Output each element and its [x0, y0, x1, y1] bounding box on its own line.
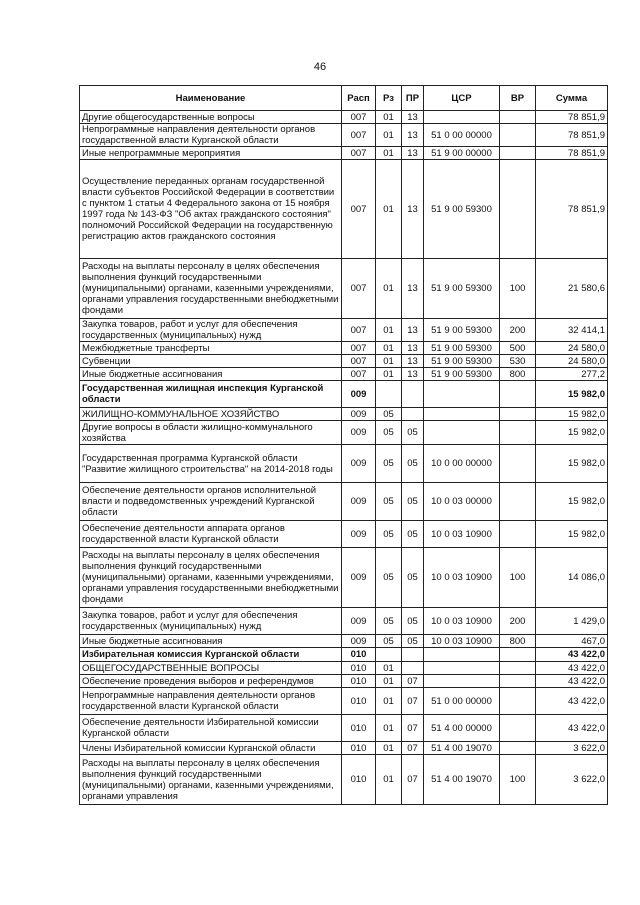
row-csr: 51 9 00 59300 [424, 368, 500, 381]
row-vr [500, 445, 536, 483]
row-vr: 500 [500, 342, 536, 355]
table-row [80, 521, 608, 548]
row-pr: 05 [402, 445, 424, 483]
row-rasp: 007 [342, 124, 376, 147]
row-rz: 01 [376, 755, 402, 805]
row-sum: 1 429,0 [536, 608, 608, 635]
row-rasp: 009 [342, 521, 376, 548]
header-rasp: Расп [342, 86, 376, 111]
row-rasp: 009 [342, 445, 376, 483]
row-csr: 10 0 03 00000 [424, 483, 500, 521]
row-rz: 05 [376, 521, 402, 548]
row-rasp: 010 [342, 648, 376, 662]
row-pr: 13 [402, 342, 424, 355]
row-csr: 10 0 03 10900 [424, 608, 500, 635]
table-row [80, 147, 608, 160]
table-row [80, 368, 608, 381]
row-sum: 43 422,0 [536, 648, 608, 662]
row-csr: 10 0 03 10900 [424, 521, 500, 548]
row-sum: 15 982,0 [536, 445, 608, 483]
row-sum: 24 580,0 [536, 342, 608, 355]
row-csr [424, 421, 500, 445]
row-csr: 51 9 00 59300 [424, 319, 500, 342]
row-rasp: 007 [342, 111, 376, 124]
row-sum: 78 851,9 [536, 111, 608, 124]
row-pr: 05 [402, 521, 424, 548]
row-rz: 05 [376, 483, 402, 521]
table-row [80, 421, 608, 445]
row-name: Расходы на выплаты персоналу в целях обеспечения выполнения функций государственными (муниципальными) органами, казенными учреждениями, органами управления государственными внебюджетными фондами [80, 259, 342, 319]
row-csr: 51 4 00 19070 [424, 742, 500, 755]
table-row [80, 319, 608, 342]
row-vr [500, 742, 536, 755]
row-rasp: 007 [342, 342, 376, 355]
row-sum: 15 982,0 [536, 483, 608, 521]
row-sum: 43 422,0 [536, 675, 608, 688]
row-sum: 78 851,9 [536, 124, 608, 147]
row-csr: 51 4 00 00000 [424, 715, 500, 742]
row-vr: 100 [500, 548, 536, 608]
row-rasp: 009 [342, 483, 376, 521]
row-name: Осуществление переданных органам государственной власти субъектов Российской Федерации в соответствии с пунктом 1 статьи 4 Федерального закона от 15 ноября 1997 года № 143-ФЗ "Об актах гражданского состояния" полномочий Российской Федерации на государственную регистрацию актов гражданского состояния [80, 160, 342, 259]
row-rz: 05 [376, 445, 402, 483]
table-row [80, 111, 608, 124]
row-vr: 800 [500, 635, 536, 648]
row-sum: 24 580,0 [536, 355, 608, 368]
row-rz [376, 648, 402, 662]
row-vr [500, 675, 536, 688]
row-sum: 43 422,0 [536, 688, 608, 715]
table-row [80, 648, 608, 662]
budget-table [79, 85, 608, 805]
row-sum: 43 422,0 [536, 662, 608, 675]
row-name: Иные бюджетные ассигнования [80, 635, 342, 648]
row-csr: 51 9 00 59300 [424, 355, 500, 368]
row-pr: 13 [402, 147, 424, 160]
table-body [80, 111, 608, 805]
row-pr: 13 [402, 355, 424, 368]
row-pr [402, 648, 424, 662]
table-row [80, 755, 608, 805]
row-csr: 10 0 03 10900 [424, 548, 500, 608]
row-csr: 51 0 00 00000 [424, 124, 500, 147]
row-sum: 32 414,1 [536, 319, 608, 342]
row-rz: 01 [376, 675, 402, 688]
row-rasp: 009 [342, 408, 376, 421]
row-name: Закупка товаров, работ и услуг для обеспечения государственных (муниципальных) нужд [80, 319, 342, 342]
header-vr: ВР [500, 86, 536, 111]
row-sum: 467,0 [536, 635, 608, 648]
row-pr [402, 381, 424, 408]
row-vr: 530 [500, 355, 536, 368]
table-row [80, 608, 608, 635]
row-pr: 05 [402, 635, 424, 648]
row-name: ЖИЛИЩНО-КОММУНАЛЬНОЕ ХОЗЯЙСТВО [80, 408, 342, 421]
row-rz: 01 [376, 342, 402, 355]
row-sum: 277,2 [536, 368, 608, 381]
row-csr [424, 675, 500, 688]
row-name: Иные непрограммные мероприятия [80, 147, 342, 160]
row-rz: 01 [376, 662, 402, 675]
row-pr: 07 [402, 715, 424, 742]
row-vr [500, 521, 536, 548]
row-vr: 100 [500, 755, 536, 805]
header-rz: Рз [376, 86, 402, 111]
row-sum: 3 622,0 [536, 755, 608, 805]
row-sum: 78 851,9 [536, 147, 608, 160]
row-rasp: 009 [342, 635, 376, 648]
row-name: Обеспечение проведения выборов и референдумов [80, 675, 342, 688]
row-sum: 21 580,6 [536, 259, 608, 319]
row-pr: 13 [402, 259, 424, 319]
row-rz: 01 [376, 124, 402, 147]
row-name: Государственная программа Курганской области "Развитие жилищного строительства" на 2014-2018 годы [80, 445, 342, 483]
table-header-row [80, 86, 608, 111]
row-rasp: 010 [342, 715, 376, 742]
row-sum: 15 982,0 [536, 521, 608, 548]
row-rz: 05 [376, 548, 402, 608]
row-vr: 200 [500, 608, 536, 635]
row-csr [424, 111, 500, 124]
row-vr [500, 688, 536, 715]
row-csr [424, 381, 500, 408]
row-pr: 07 [402, 755, 424, 805]
row-rasp: 010 [342, 755, 376, 805]
table-row [80, 160, 608, 259]
row-name: Межбюджетные трансферты [80, 342, 342, 355]
row-name: Расходы на выплаты персоналу в целях обеспечения выполнения функций государственными (муниципальными) органами, казенными учреждениями, органами управления государственными внебюджетными фондами [80, 548, 342, 608]
table-row [80, 548, 608, 608]
row-vr [500, 662, 536, 675]
row-vr: 200 [500, 319, 536, 342]
row-sum: 15 982,0 [536, 408, 608, 421]
row-rasp: 009 [342, 421, 376, 445]
row-name: Государственная жилищная инспекция Курганской области [80, 381, 342, 408]
row-rasp: 009 [342, 381, 376, 408]
table-row [80, 259, 608, 319]
table-row [80, 483, 608, 521]
row-pr: 05 [402, 483, 424, 521]
row-name: Обеспечение деятельности аппарата органов государственной власти Курганской области [80, 521, 342, 548]
table-row [80, 381, 608, 408]
row-csr: 51 0 00 00000 [424, 688, 500, 715]
row-rz: 01 [376, 160, 402, 259]
row-name: Непрограммные направления деятельности органов государственной власти Курганской области [80, 124, 342, 147]
row-rasp: 007 [342, 147, 376, 160]
row-rz: 01 [376, 111, 402, 124]
row-csr [424, 648, 500, 662]
row-pr: 07 [402, 675, 424, 688]
table-row [80, 635, 608, 648]
header-csr: ЦСР [424, 86, 500, 111]
row-rasp: 007 [342, 355, 376, 368]
row-name: Закупка товаров, работ и услуг для обеспечения государственных (муниципальных) нужд [80, 608, 342, 635]
row-rz: 05 [376, 635, 402, 648]
table-row [80, 675, 608, 688]
row-csr: 51 9 00 59300 [424, 160, 500, 259]
row-name: Другие вопросы в области жилищно-коммунального хозяйства [80, 421, 342, 445]
row-sum: 43 422,0 [536, 715, 608, 742]
row-csr [424, 662, 500, 675]
table-row [80, 688, 608, 715]
table-row [80, 662, 608, 675]
row-rz: 01 [376, 688, 402, 715]
row-sum: 15 982,0 [536, 381, 608, 408]
row-pr: 13 [402, 368, 424, 381]
row-rz: 01 [376, 259, 402, 319]
row-pr [402, 408, 424, 421]
table-row [80, 355, 608, 368]
row-rasp: 009 [342, 548, 376, 608]
row-vr [500, 111, 536, 124]
row-rasp: 007 [342, 319, 376, 342]
row-csr: 51 9 00 00000 [424, 147, 500, 160]
row-rz: 01 [376, 147, 402, 160]
row-pr: 13 [402, 319, 424, 342]
row-rasp: 010 [342, 742, 376, 755]
row-name: ОБЩЕГОСУДАРСТВЕННЫЕ ВОПРОСЫ [80, 662, 342, 675]
row-csr: 10 0 03 10900 [424, 635, 500, 648]
row-vr [500, 147, 536, 160]
row-pr [402, 662, 424, 675]
row-rasp: 007 [342, 160, 376, 259]
row-csr: 51 9 00 59300 [424, 342, 500, 355]
row-vr: 100 [500, 259, 536, 319]
row-rz: 01 [376, 368, 402, 381]
row-pr: 05 [402, 421, 424, 445]
row-csr: 51 4 00 19070 [424, 755, 500, 805]
row-vr [500, 483, 536, 521]
table-row [80, 445, 608, 483]
row-sum: 14 086,0 [536, 548, 608, 608]
row-name: Обеспечение деятельности Избирательной комиссии Курганской области [80, 715, 342, 742]
row-pr: 13 [402, 111, 424, 124]
row-name: Обеспечение деятельности органов исполнительной власти и подведомственных учреждений Курганской области [80, 483, 342, 521]
table-row [80, 408, 608, 421]
row-name: Расходы на выплаты персоналу в целях обеспечения выполнения функций государственными (муниципальными) органами, казенными учреждениями, органами управления [80, 755, 342, 805]
row-name: Избирательная комиссия Курганской области [80, 648, 342, 662]
row-rz: 05 [376, 408, 402, 421]
row-sum: 15 982,0 [536, 421, 608, 445]
row-rz: 05 [376, 608, 402, 635]
row-name: Другие общегосударственные вопросы [80, 111, 342, 124]
row-rz: 01 [376, 319, 402, 342]
row-vr [500, 381, 536, 408]
table-row [80, 342, 608, 355]
row-rz [376, 381, 402, 408]
row-vr: 800 [500, 368, 536, 381]
row-vr [500, 648, 536, 662]
row-name: Непрограммные направления деятельности органов государственной власти Курганской области [80, 688, 342, 715]
row-vr [500, 160, 536, 259]
row-vr [500, 715, 536, 742]
row-rz: 05 [376, 421, 402, 445]
row-sum: 78 851,9 [536, 160, 608, 259]
row-csr: 10 0 00 00000 [424, 445, 500, 483]
row-pr: 05 [402, 548, 424, 608]
row-name: Иные бюджетные ассигнования [80, 368, 342, 381]
header-pr: ПР [402, 86, 424, 111]
row-name: Субвенции [80, 355, 342, 368]
row-pr: 05 [402, 608, 424, 635]
row-vr [500, 124, 536, 147]
row-name: Члены Избирательной комиссии Курганской области [80, 742, 342, 755]
row-rasp: 010 [342, 662, 376, 675]
table-row [80, 124, 608, 147]
page-number: 46 [313, 61, 327, 73]
row-pr: 13 [402, 160, 424, 259]
row-rasp: 007 [342, 368, 376, 381]
row-csr: 51 9 00 59300 [424, 259, 500, 319]
row-rasp: 010 [342, 675, 376, 688]
table-row [80, 715, 608, 742]
table-row [80, 742, 608, 755]
row-pr: 13 [402, 124, 424, 147]
row-pr: 07 [402, 742, 424, 755]
row-rz: 01 [376, 742, 402, 755]
header-sum: Сумма [536, 86, 608, 111]
row-rz: 01 [376, 355, 402, 368]
row-sum: 3 622,0 [536, 742, 608, 755]
row-rasp: 010 [342, 688, 376, 715]
header-name: Наименование [80, 86, 342, 111]
row-rasp: 009 [342, 608, 376, 635]
row-vr [500, 421, 536, 445]
row-csr [424, 408, 500, 421]
row-vr [500, 408, 536, 421]
row-pr: 07 [402, 688, 424, 715]
row-rasp: 007 [342, 259, 376, 319]
row-rz: 01 [376, 715, 402, 742]
